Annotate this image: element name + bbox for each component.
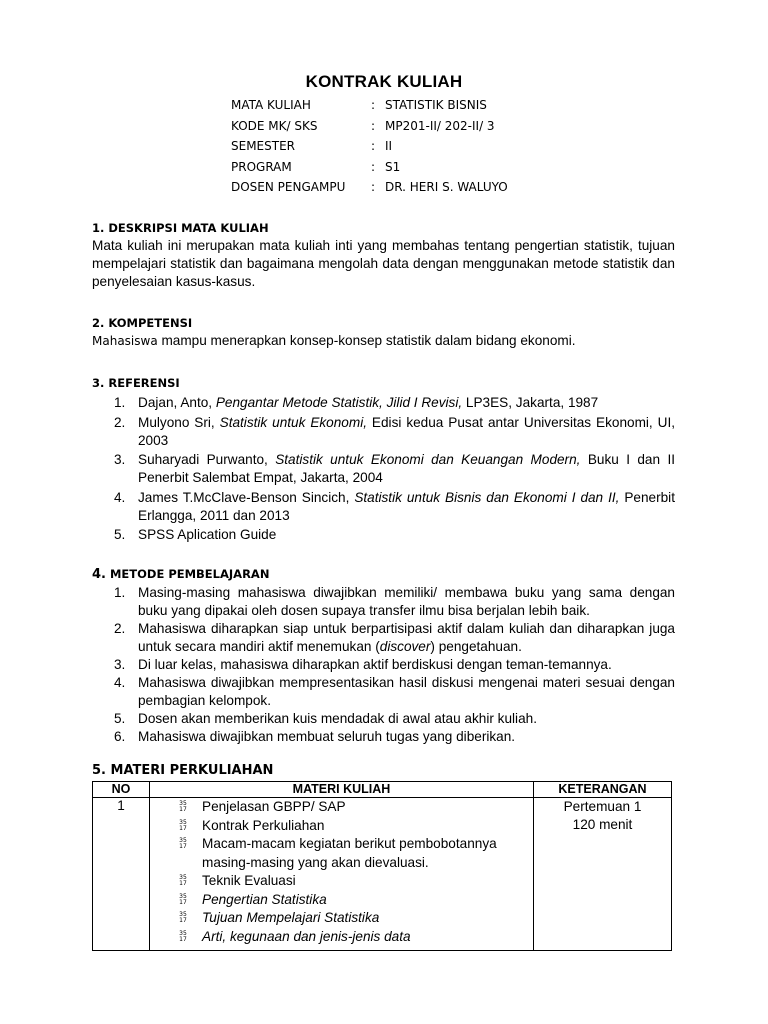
- ref-text: Mulyono Sri,: [138, 414, 220, 430]
- bullet-bottom: 17: [179, 935, 187, 943]
- table-row: [93, 798, 672, 951]
- list-item: [150, 798, 533, 817]
- section-heading-materi: 5. MATERI PERKULIAHAN: [92, 763, 274, 778]
- item-text: Mahasiswa diharapkan siap untuk berpartisipasi aktif dalam kuliah dan diharapkan juga untuk secara mandiri aktif menemukan (: [138, 621, 675, 654]
- info-value: S1: [385, 159, 401, 174]
- ref-text: Buku I dan II Penerbit Salembat Empat, Jakarta, 2004: [138, 452, 675, 485]
- list-number: 2.: [114, 621, 126, 636]
- ref-title: Statistik untuk Ekonomi dan Keuangan Modern,: [275, 452, 581, 467]
- bullet-top: 35: [179, 818, 187, 826]
- list-number: 5.: [114, 527, 126, 542]
- list-item: [150, 817, 533, 836]
- referensi-list: [92, 394, 675, 546]
- cell-materi: [150, 798, 534, 951]
- ref-title: Pengantar Metode Statistik, Jilid I Revisi,: [215, 395, 463, 410]
- info-row-semester: [231, 136, 508, 157]
- list-item: [150, 872, 533, 891]
- materi-list: [150, 798, 533, 950]
- bullet-icon: [178, 875, 188, 887]
- list-item: [150, 928, 533, 947]
- materi-text: Macam-macam kegiatan berikut pembobotannya masing-masing yang akan dievaluasi.: [202, 836, 497, 870]
- info-colon: :: [371, 118, 376, 133]
- list-item: [92, 710, 675, 728]
- kompetensi-lead: Mahasiswa: [92, 334, 158, 348]
- list-item: [92, 728, 675, 746]
- bullet-icon: [178, 801, 188, 813]
- list-item: [150, 835, 533, 872]
- list-number: 5.: [114, 711, 126, 726]
- section-number: 4.: [92, 567, 106, 582]
- list-item: [150, 891, 533, 910]
- course-info-block: [231, 95, 508, 198]
- page-title: KONTRAK KULIAH: [305, 72, 463, 91]
- item-text: Masing-masing mahasiswa diwajibkan memiliki/ membawa buku yang sama dengan buku yang dipakai oleh dosen supaya transfer ilmu bisa berjalan lebih baik.: [138, 585, 675, 618]
- ref-text: SPSS Aplication Guide: [138, 527, 277, 542]
- info-key: MATA KULIAH: [231, 98, 311, 112]
- list-item: [92, 584, 675, 620]
- bullet-icon: [178, 820, 188, 832]
- list-item: [92, 414, 675, 450]
- ref-text: Penerbit Erlangga, 2011 dan 2013: [138, 489, 675, 523]
- bullet-top: 35: [179, 929, 187, 937]
- list-item: [92, 674, 675, 710]
- section-heading-text: METODE PEMBELAJARAN: [105, 567, 270, 581]
- cell-no: 1: [93, 798, 150, 951]
- item-text: Mahasiswa diwajibkan mempresentasikan hasil diskusi mengenai materi sesuai dengan pembagian kelompok.: [138, 675, 675, 708]
- list-number: 2.: [114, 414, 126, 430]
- list-item: [92, 394, 675, 412]
- bullet-top: 35: [179, 892, 187, 900]
- info-colon: :: [371, 159, 376, 174]
- materi-text: Tujuan Mempelajari Statistika: [202, 910, 380, 925]
- list-item: [92, 656, 675, 674]
- info-row-program: [231, 157, 508, 178]
- materi-table: [92, 781, 672, 951]
- info-key: SEMESTER: [231, 139, 296, 153]
- info-key: DOSEN PENGAMPU: [231, 180, 346, 194]
- list-number: 3.: [114, 452, 126, 467]
- bullet-bottom: 17: [179, 880, 187, 887]
- info-key: KODE MK/ SKS: [231, 118, 318, 133]
- deskripsi-paragraph: Mata kuliah ini merupakan mata kuliah inti yang membahas tentang pengertian statistik, tujuan mempelajari statistik dan bagaimana mengolah data dengan menggunakan metode statistik dan penyelesaian kasus-kasus.: [92, 238, 675, 289]
- bullet-top: 35: [179, 874, 187, 881]
- materi-text: Penjelasan GBPP/ SAP: [202, 799, 346, 814]
- item-text: Mahasiswa diwajibkan membuat seluruh tugas yang diberikan.: [138, 729, 516, 744]
- list-item: [92, 620, 675, 656]
- kompetensi-text: mampu menerapkan konsep-konsep statistik dalam bidang ekonomi.: [157, 333, 576, 348]
- bullet-bottom: 17: [179, 898, 187, 906]
- kompetensi-paragraph: [92, 332, 675, 350]
- ref-text: Dajan, Anto,: [138, 395, 216, 410]
- bullet-top: 35: [179, 837, 187, 844]
- bullet-bottom: 17: [179, 824, 187, 832]
- header-materi: MATERI KULIAH: [150, 782, 534, 798]
- item-text: Dosen akan memberikan kuis mendadak di awal atau akhir kuliah.: [138, 711, 537, 726]
- keterangan-line: Pertemuan 1: [563, 799, 642, 814]
- ref-text: Suharyadi Purwanto,: [138, 452, 276, 467]
- list-number: 1.: [114, 395, 126, 410]
- bullet-bottom: 17: [179, 806, 187, 813]
- bullet-icon: [178, 894, 188, 906]
- list-number: 4.: [114, 489, 126, 505]
- bullet-icon: [178, 838, 188, 850]
- list-number: 4.: [114, 675, 126, 690]
- bullet-bottom: 17: [179, 843, 187, 850]
- list-item: [150, 909, 533, 928]
- info-value: MP201-II/ 202-II/ 3: [385, 118, 495, 133]
- list-item: [92, 526, 675, 544]
- bullet-top: 35: [179, 911, 187, 918]
- info-colon: :: [371, 180, 376, 194]
- materi-text: Kontrak Perkuliahan: [202, 817, 325, 833]
- ref-title: Statistik untuk Bisnis dan Ekonomi I dan II,: [354, 489, 620, 505]
- item-text: ) pengetahuan.: [430, 639, 522, 654]
- header-keterangan: KETERANGAN: [534, 782, 672, 798]
- bullet-icon: [178, 931, 188, 943]
- bullet-icon: [178, 912, 188, 924]
- info-colon: :: [371, 139, 376, 153]
- list-item: [92, 451, 675, 487]
- info-row-mata-kuliah: [231, 95, 508, 116]
- list-item: [92, 489, 675, 525]
- ref-text: James T.McClave-Benson Sincich,: [138, 489, 355, 505]
- section-heading-kompetensi: 2. KOMPETENSI: [92, 316, 193, 330]
- item-italic: discover: [379, 639, 431, 654]
- list-number: 1.: [114, 585, 126, 600]
- bullet-top: 35: [179, 800, 187, 807]
- info-value: STATISTIK BISNIS: [385, 98, 487, 112]
- item-text: Di luar kelas, mahasiswa diharapkan aktif berdiskusi dengan teman-temannya.: [138, 657, 612, 672]
- list-number: 3.: [114, 657, 126, 672]
- keterangan-line: 120 menit: [572, 817, 633, 832]
- info-value: DR. HERI S. WALUYO: [385, 180, 508, 194]
- cell-keterangan: [534, 798, 672, 951]
- metode-list: [92, 584, 675, 746]
- ref-title: Statistik untuk Ekonomi,: [219, 414, 367, 430]
- ref-text: Edisi kedua Pusat antar Universitas Ekonomi, UI, 2003: [138, 414, 675, 448]
- section-heading-referensi: 3. REFERENSI: [92, 376, 180, 390]
- info-row-kode-mk: [231, 116, 508, 137]
- info-row-dosen: [231, 177, 508, 198]
- section-heading-metode: [92, 567, 269, 582]
- materi-text: Teknik Evaluasi: [202, 873, 296, 888]
- list-number: 6.: [114, 729, 126, 744]
- info-value: II: [385, 139, 393, 153]
- header-no: NO: [93, 782, 150, 798]
- bullet-bottom: 17: [179, 917, 187, 924]
- ref-text: LP3ES, Jakarta, 1987: [462, 395, 599, 410]
- materi-text: Arti, kegunaan dan jenis-jenis data: [202, 928, 411, 944]
- materi-text: Pengertian Statistika: [202, 891, 327, 907]
- info-key: PROGRAM: [231, 159, 292, 174]
- table-header-row: [93, 782, 672, 798]
- info-colon: :: [371, 98, 376, 112]
- section-heading-deskripsi: 1. DESKRIPSI MATA KULIAH: [92, 221, 269, 235]
